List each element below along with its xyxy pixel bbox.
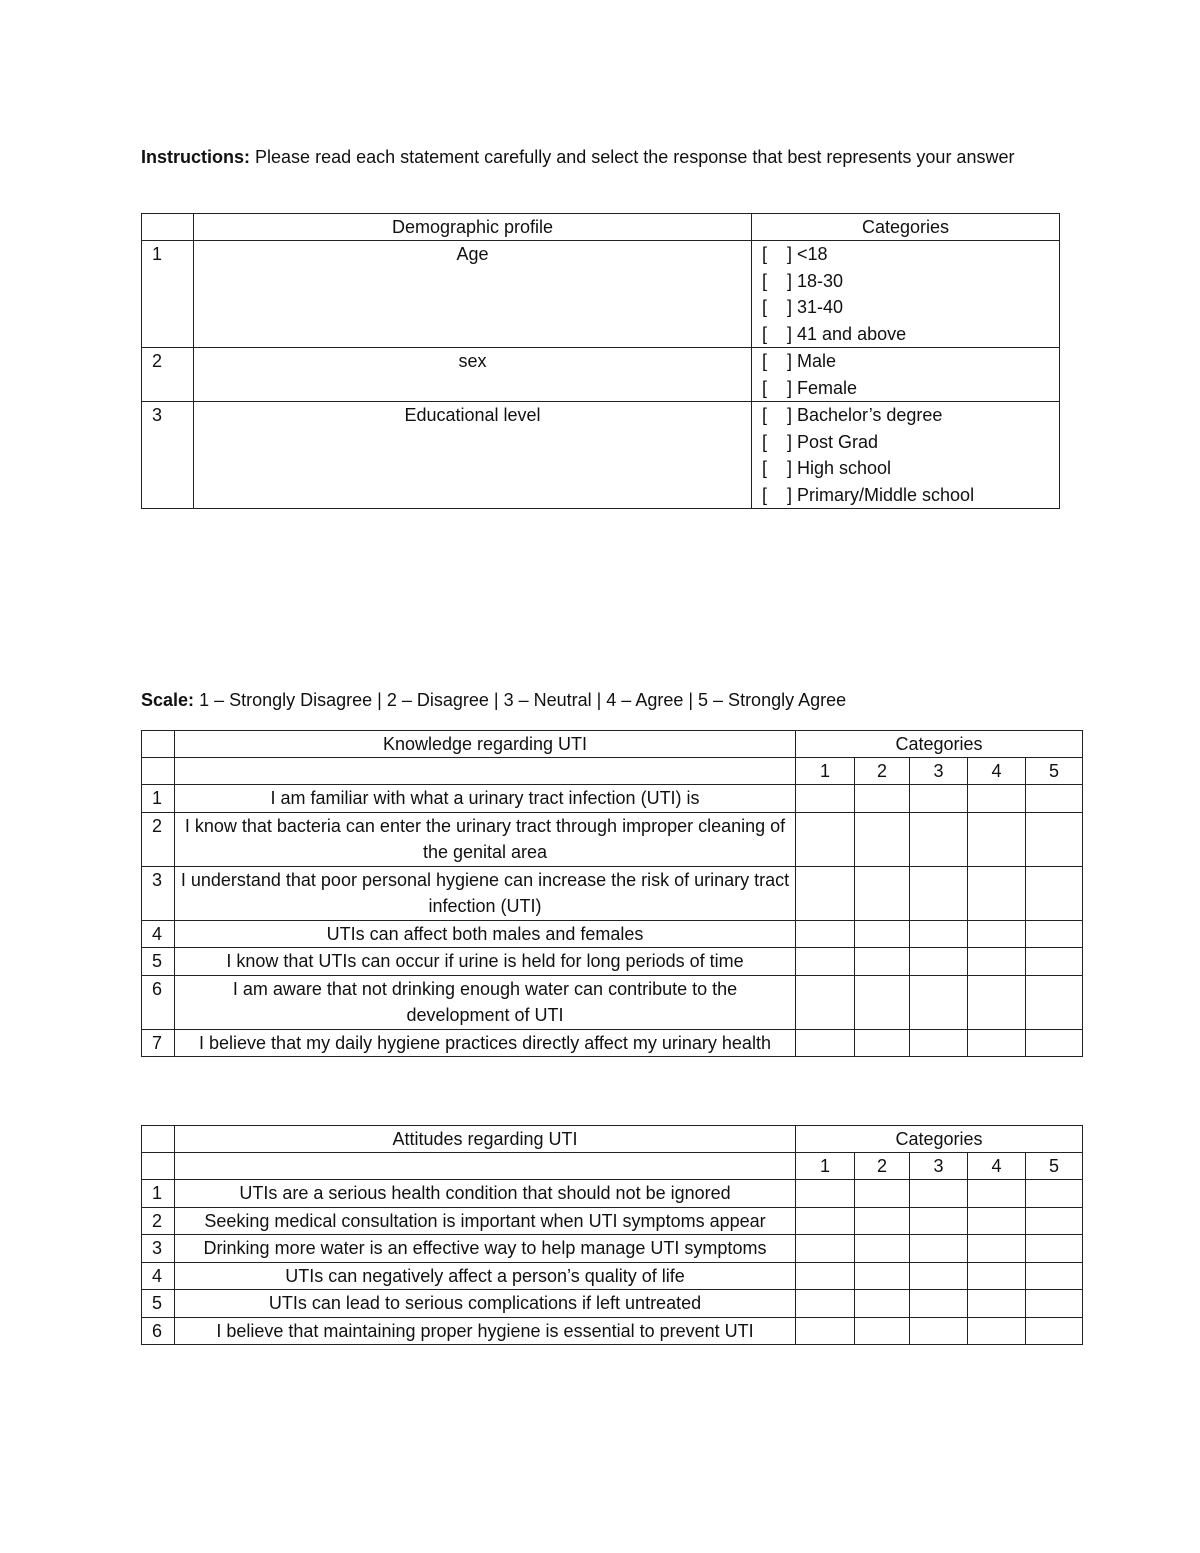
rating-cell-3[interactable] xyxy=(910,975,968,1029)
age-option[interactable]: [ ] <18 xyxy=(762,244,828,264)
demographic-label: Age xyxy=(194,241,752,348)
demographic-header-categories: Categories xyxy=(752,214,1060,241)
demographic-table xyxy=(141,213,1060,509)
knowledge-statement-row xyxy=(142,1029,1083,1057)
attitudes-scale-blank xyxy=(175,1153,796,1180)
rating-cell-3[interactable] xyxy=(910,1290,968,1318)
rating-cell-1[interactable] xyxy=(796,1180,855,1208)
sex-option[interactable]: [ ] Male xyxy=(762,351,837,371)
row-number: 2 xyxy=(142,1207,175,1235)
age-option[interactable]: [ ] 31-40 xyxy=(762,297,844,317)
rating-cell-2[interactable] xyxy=(855,1207,910,1235)
instructions-lead: Instructions: xyxy=(141,147,251,167)
rating-cell-2[interactable] xyxy=(855,1180,910,1208)
rating-cell-1[interactable] xyxy=(796,866,855,920)
rating-cell-4[interactable] xyxy=(968,812,1026,866)
rating-cell-5[interactable] xyxy=(1026,1029,1083,1057)
row-number: 5 xyxy=(142,1290,175,1318)
knowledge-statement-row xyxy=(142,975,1083,1029)
attitudes-header-categories: Categories xyxy=(796,1126,1083,1153)
rating-cell-2[interactable] xyxy=(855,1290,910,1318)
demographic-label: Educational level xyxy=(194,402,752,509)
scale-col-4: 4 xyxy=(968,1153,1026,1180)
scale-lead: Scale: xyxy=(141,690,195,710)
demographic-header-num xyxy=(142,214,194,241)
rating-cell-4[interactable] xyxy=(968,1029,1026,1057)
rating-cell-3[interactable] xyxy=(910,920,968,948)
rating-cell-1[interactable] xyxy=(796,1235,855,1263)
attitudes-header-row xyxy=(142,1126,1083,1153)
knowledge-statement-row xyxy=(142,866,1083,920)
rating-cell-1[interactable] xyxy=(796,1029,855,1057)
instructions-paragraph xyxy=(141,143,1041,171)
rating-cell-3[interactable] xyxy=(910,1262,968,1290)
scale-col-2: 2 xyxy=(855,758,910,785)
scale-col-2: 2 xyxy=(855,1153,910,1180)
demographic-header-profile: Demographic profile xyxy=(194,214,752,241)
education-option[interactable]: [ ] Bachelor’s degree xyxy=(762,405,943,425)
attitudes-header-num xyxy=(142,1126,175,1153)
rating-cell-4[interactable] xyxy=(968,785,1026,813)
sex-option[interactable]: [ ] Female xyxy=(762,377,858,398)
rating-cell-2[interactable] xyxy=(855,1262,910,1290)
knowledge-table-body xyxy=(142,731,1083,1057)
attitudes-table-body xyxy=(142,1126,1083,1345)
rating-cell-4[interactable] xyxy=(968,1262,1026,1290)
demographic-row-sex xyxy=(142,348,1060,402)
attitudes-header-title: Attitudes regarding UTI xyxy=(175,1126,796,1153)
knowledge-header-num xyxy=(142,731,175,758)
knowledge-scale-num xyxy=(142,758,175,785)
rating-cell-2[interactable] xyxy=(855,1317,910,1345)
education-option[interactable]: [ ] Post Grad xyxy=(762,431,879,452)
scale-col-3: 3 xyxy=(910,1153,968,1180)
rating-cell-5[interactable] xyxy=(1026,1317,1083,1345)
scale-col-5: 5 xyxy=(1026,758,1083,785)
statement-text: UTIs can negatively affect a person’s quality of life xyxy=(175,1262,796,1290)
rating-cell-1[interactable] xyxy=(796,1207,855,1235)
rating-cell-1[interactable] xyxy=(796,920,855,948)
rating-cell-5[interactable] xyxy=(1026,975,1083,1029)
rating-cell-5[interactable] xyxy=(1026,1290,1083,1318)
knowledge-statement-row xyxy=(142,920,1083,948)
attitudes-table xyxy=(141,1125,1083,1345)
row-number: 7 xyxy=(142,1029,175,1057)
attitudes-scale-row xyxy=(142,1153,1083,1180)
demographic-header-row xyxy=(142,214,1060,241)
rating-cell-5[interactable] xyxy=(1026,1262,1083,1290)
row-number: 6 xyxy=(142,975,175,1029)
age-option[interactable]: [ ] 18-30 xyxy=(762,270,844,291)
scale-col-5: 5 xyxy=(1026,1153,1083,1180)
rating-cell-4[interactable] xyxy=(968,1317,1026,1345)
demographic-label: sex xyxy=(194,348,752,402)
knowledge-header-row xyxy=(142,731,1083,758)
rating-cell-2[interactable] xyxy=(855,1029,910,1057)
rating-cell-1[interactable] xyxy=(796,1290,855,1318)
rating-cell-5[interactable] xyxy=(1026,948,1083,976)
rating-cell-5[interactable] xyxy=(1026,1207,1083,1235)
knowledge-table xyxy=(141,730,1083,1057)
statement-text: Seeking medical consultation is important when UTI symptoms appear xyxy=(175,1207,796,1235)
knowledge-statement-row xyxy=(142,785,1083,813)
row-number: 3 xyxy=(142,866,175,920)
statement-text: UTIs can lead to serious complications if left untreated xyxy=(175,1290,796,1318)
statement-text: Drinking more water is an effective way to help manage UTI symptoms xyxy=(175,1235,796,1263)
row-number: 3 xyxy=(142,1235,175,1263)
rating-cell-3[interactable] xyxy=(910,1029,968,1057)
rating-cell-2[interactable] xyxy=(855,785,910,813)
row-number: 5 xyxy=(142,948,175,976)
education-option[interactable]: [ ] High school xyxy=(762,458,892,478)
scale-col-4: 4 xyxy=(968,758,1026,785)
rating-cell-1[interactable] xyxy=(796,975,855,1029)
rating-cell-4[interactable] xyxy=(968,1235,1026,1263)
scale-col-1: 1 xyxy=(796,1153,855,1180)
rating-cell-5[interactable] xyxy=(1026,785,1083,813)
rating-cell-3[interactable] xyxy=(910,1207,968,1235)
demographic-row-age xyxy=(142,241,1060,348)
rating-cell-3[interactable] xyxy=(910,785,968,813)
rating-cell-2[interactable] xyxy=(855,975,910,1029)
rating-cell-3[interactable] xyxy=(910,1235,968,1263)
knowledge-scale-row xyxy=(142,758,1083,785)
rating-cell-1[interactable] xyxy=(796,812,855,866)
demographic-options xyxy=(752,402,1060,509)
rating-cell-5[interactable] xyxy=(1026,1235,1083,1263)
row-number: 2 xyxy=(142,812,175,866)
rating-cell-2[interactable] xyxy=(855,920,910,948)
rating-cell-5[interactable] xyxy=(1026,866,1083,920)
statement-text: I know that UTIs can occur if urine is held for long periods of time xyxy=(175,948,796,976)
attitude-statement-row xyxy=(142,1207,1083,1235)
rating-cell-4[interactable] xyxy=(968,1207,1026,1235)
attitude-statement-row xyxy=(142,1180,1083,1208)
statement-text: I am familiar with what a urinary tract infection (UTI) is xyxy=(175,785,796,813)
rating-cell-4[interactable] xyxy=(968,975,1026,1029)
rating-cell-2[interactable] xyxy=(855,1235,910,1263)
scale-col-3: 3 xyxy=(910,758,968,785)
row-number: 3 xyxy=(142,402,194,509)
rating-cell-4[interactable] xyxy=(968,948,1026,976)
scale-col-1: 1 xyxy=(796,758,855,785)
knowledge-header-categories: Categories xyxy=(796,731,1083,758)
row-number: 1 xyxy=(142,241,194,348)
rating-cell-1[interactable] xyxy=(796,785,855,813)
knowledge-header-title: Knowledge regarding UTI xyxy=(175,731,796,758)
row-number: 6 xyxy=(142,1317,175,1345)
demographic-options xyxy=(752,348,1060,402)
rating-cell-4[interactable] xyxy=(968,1290,1026,1318)
rating-cell-2[interactable] xyxy=(855,812,910,866)
knowledge-statement-row xyxy=(142,812,1083,866)
row-number: 4 xyxy=(142,920,175,948)
rating-cell-1[interactable] xyxy=(796,948,855,976)
statement-text: UTIs are a serious health condition that should not be ignored xyxy=(175,1180,796,1208)
instructions-text: Please read each statement carefully and select the response that best represents your answer xyxy=(255,147,1015,167)
rating-cell-2[interactable] xyxy=(855,866,910,920)
rating-cell-4[interactable] xyxy=(968,866,1026,920)
rating-cell-5[interactable] xyxy=(1026,920,1083,948)
rating-cell-4[interactable] xyxy=(968,1180,1026,1208)
row-number: 2 xyxy=(142,348,194,402)
row-number: 1 xyxy=(142,785,175,813)
rating-cell-3[interactable] xyxy=(910,1180,968,1208)
row-number: 4 xyxy=(142,1262,175,1290)
rating-cell-1[interactable] xyxy=(796,1262,855,1290)
attitude-statement-row xyxy=(142,1290,1083,1318)
attitude-statement-row xyxy=(142,1235,1083,1263)
age-option[interactable]: [ ] 41 and above xyxy=(762,323,907,344)
rating-cell-1[interactable] xyxy=(796,1317,855,1345)
statement-text: UTIs can affect both males and females xyxy=(175,920,796,948)
row-number: 1 xyxy=(142,1180,175,1208)
statement-text: I believe that maintaining proper hygiene is essential to prevent UTI xyxy=(175,1317,796,1345)
rating-cell-3[interactable] xyxy=(910,812,968,866)
statement-text: I understand that poor personal hygiene can increase the risk of urinary tract infection (UTI) xyxy=(175,866,796,920)
education-option[interactable]: [ ] Primary/Middle school xyxy=(762,484,975,505)
rating-cell-3[interactable] xyxy=(910,948,968,976)
statement-text: I believe that my daily hygiene practices directly affect my urinary health xyxy=(175,1029,796,1057)
knowledge-statement-row xyxy=(142,948,1083,976)
rating-cell-2[interactable] xyxy=(855,948,910,976)
rating-cell-5[interactable] xyxy=(1026,812,1083,866)
statement-text: I am aware that not drinking enough water can contribute to the development of UTI xyxy=(175,975,796,1029)
rating-cell-5[interactable] xyxy=(1026,1180,1083,1208)
statement-text: I know that bacteria can enter the urinary tract through improper cleaning of the genital area xyxy=(175,812,796,866)
scale-text: 1 – Strongly Disagree | 2 – Disagree | 3 – Neutral | 4 – Agree | 5 – Strongly Agree xyxy=(199,690,847,710)
attitude-statement-row xyxy=(142,1317,1083,1345)
rating-cell-3[interactable] xyxy=(910,1317,968,1345)
attitudes-scale-num xyxy=(142,1153,175,1180)
knowledge-scale-blank xyxy=(175,758,796,785)
demographic-row-education xyxy=(142,402,1060,509)
attitude-statement-row xyxy=(142,1262,1083,1290)
demographic-options xyxy=(752,241,1060,348)
scale-legend xyxy=(141,686,1101,714)
rating-cell-4[interactable] xyxy=(968,920,1026,948)
rating-cell-3[interactable] xyxy=(910,866,968,920)
